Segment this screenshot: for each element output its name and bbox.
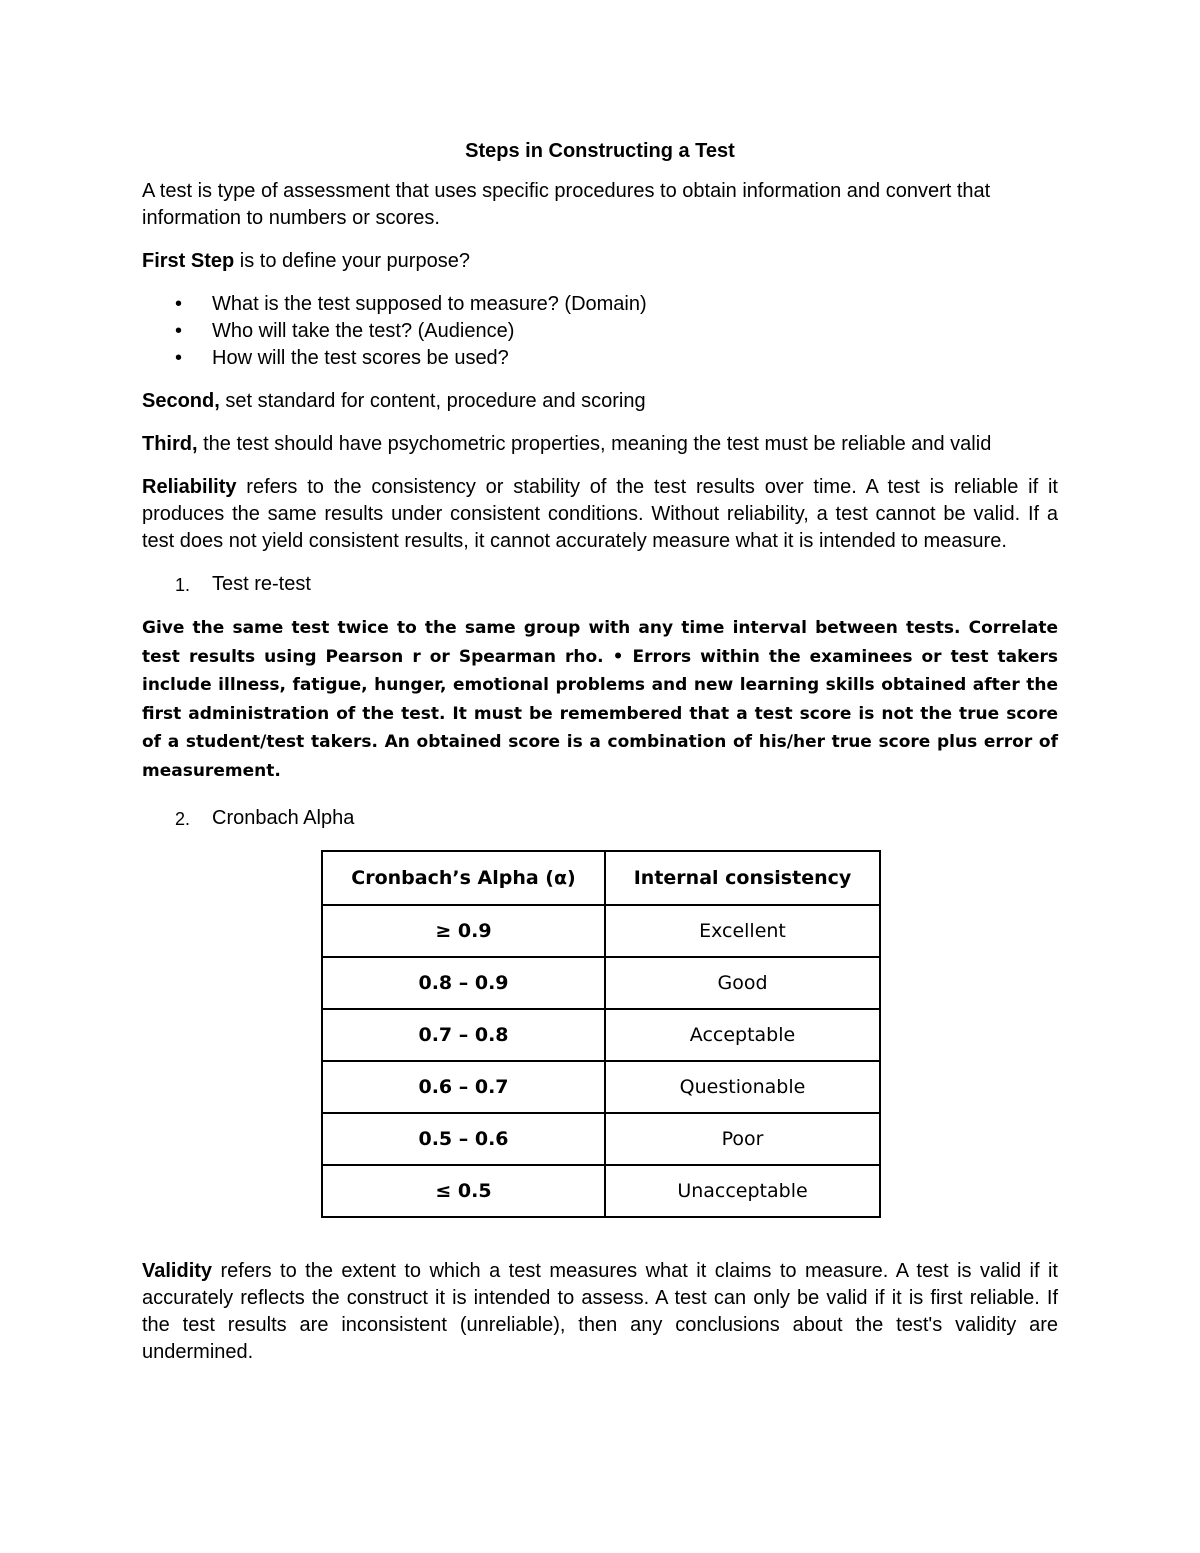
table-row <box>322 1061 880 1113</box>
list-item <box>142 291 1058 318</box>
reliability-label: Reliability <box>142 476 237 498</box>
first-step-text: is to define your purpose? <box>234 250 470 272</box>
consistency-cell: Unacceptable <box>605 1165 880 1217</box>
third-step-paragraph <box>142 431 1058 458</box>
table-header-cell: Cronbach’s Alpha (α) <box>322 851 605 905</box>
table-row <box>322 957 880 1009</box>
alpha-range-cell: 0.8 – 0.9 <box>322 957 605 1009</box>
page-title: Steps in Constructing a Test <box>465 140 735 162</box>
consistency-cell: Excellent <box>605 905 880 957</box>
reliability-paragraph <box>142 474 1058 555</box>
intro-paragraph: A test is type of assessment that uses specific procedures to obtain information and convert that information to numbers or scores. <box>142 180 991 229</box>
method-list-1 <box>142 571 1058 598</box>
validity-text: refers to the extent to which a test measures what it claims to measure. A test is valid if it accurately reflects the construct it is intended to assess. A test can only be valid if it is first reliable. If the test results are inconsistent (unreliable), then any conclusions about the test's validity are undermined. <box>142 1260 1058 1363</box>
bullet-text: How will the test scores be used? <box>212 347 509 369</box>
table-row <box>322 905 880 957</box>
first-step-label: First Step <box>142 250 235 272</box>
list-number: 2. <box>175 809 191 829</box>
method-list-2 <box>142 805 1058 832</box>
bullet-icon: • <box>175 320 183 342</box>
bullet-icon: • <box>175 293 183 315</box>
alpha-range-cell: 0.7 – 0.8 <box>322 1009 605 1061</box>
method-label: Cronbach Alpha <box>212 807 355 829</box>
list-item <box>142 345 1058 372</box>
purpose-bullet-list <box>142 291 1058 372</box>
second-step-label: Second, <box>142 390 220 412</box>
second-step-text: set standard for content, procedure and scoring <box>219 390 646 412</box>
consistency-cell: Acceptable <box>605 1009 880 1061</box>
reliability-text: refers to the consistency or stability of the test results over time. A test is reliable if it produces the same results under consistent conditions. Without reliability, a test cannot be valid. If a test does not yield consistent results, it cannot accurately measure what it is intended to measure. <box>142 476 1058 552</box>
document-page <box>142 138 1058 1382</box>
method-label: Test re-test <box>212 573 311 595</box>
third-step-text: the test should have psychometric properties, meaning the test must be reliable and valid <box>197 433 992 455</box>
consistency-cell: Questionable <box>605 1061 880 1113</box>
table-row <box>322 1113 880 1165</box>
bullet-text: What is the test supposed to measure? (Domain) <box>212 293 647 315</box>
cronbach-alpha-table <box>321 850 881 1218</box>
alpha-range-cell: ≤ 0.5 <box>322 1165 605 1217</box>
table-row <box>322 1009 880 1061</box>
alpha-range-cell: 0.5 – 0.6 <box>322 1113 605 1165</box>
table-header-cell: Internal consistency <box>605 851 880 905</box>
consistency-cell: Good <box>605 957 880 1009</box>
list-number: 1. <box>175 575 191 595</box>
alpha-range-cell: 0.6 – 0.7 <box>322 1061 605 1113</box>
list-item <box>142 571 1058 598</box>
list-item <box>142 318 1058 345</box>
consistency-cell: Poor <box>605 1113 880 1165</box>
first-step-paragraph <box>142 248 1058 275</box>
table-row <box>322 1165 880 1217</box>
table-header-row <box>322 851 880 905</box>
test-retest-description: Give the same test twice to the same group with any time interval between tests. Correlate test results using Pearson r or Spearman rho. • Errors within the examinees or test takers include illness, fatigue, hunger, emotional problems and new learning skills obtained after the first administration of the test. It must be remembered that a test score is not the true score of a student/test takers. An obtained score is a combination of his/her true score plus error of measurement. <box>142 618 1058 781</box>
bullet-icon: • <box>175 347 183 369</box>
validity-label: Validity <box>142 1260 213 1282</box>
bullet-text: Who will take the test? (Audience) <box>212 320 515 342</box>
list-item <box>142 805 1058 832</box>
validity-paragraph <box>142 1258 1058 1366</box>
second-step-paragraph <box>142 388 1058 415</box>
third-step-label: Third, <box>142 433 198 455</box>
alpha-range-cell: ≥ 0.9 <box>322 905 605 957</box>
